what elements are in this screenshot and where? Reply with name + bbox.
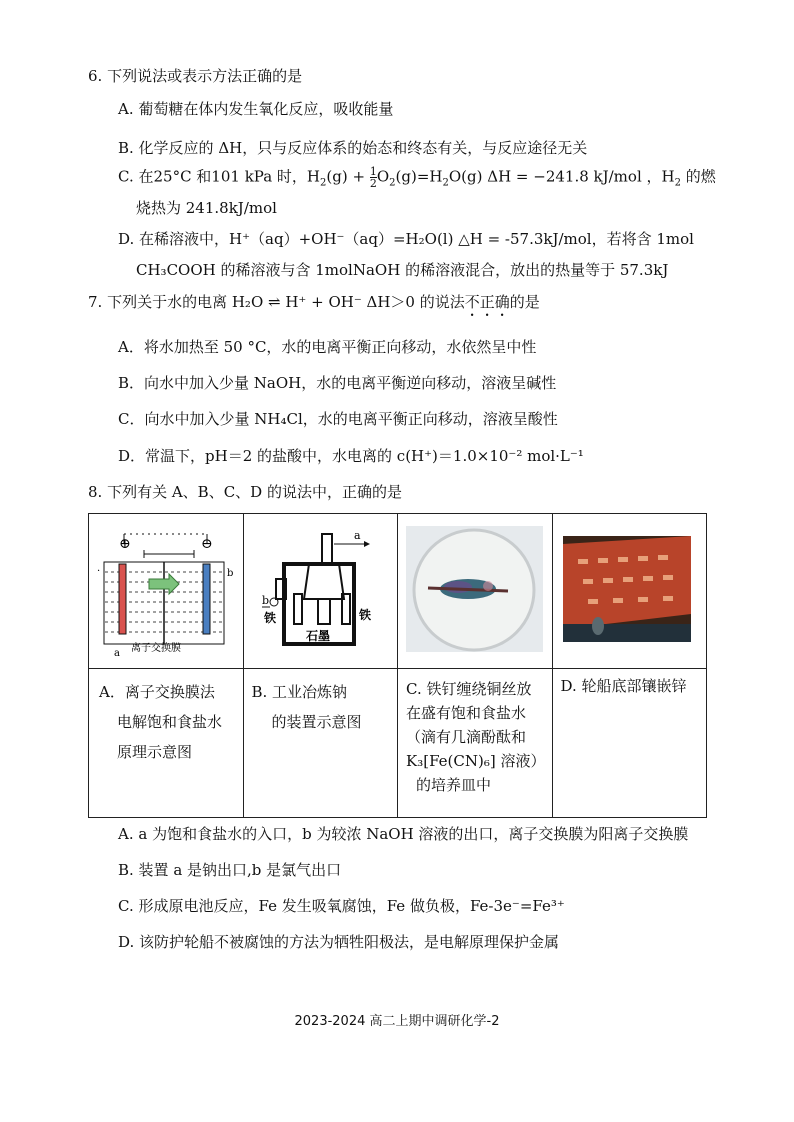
svg-text:a: a <box>353 529 361 542</box>
q6-option-b: B. 化学反应的 ΔH，只与反应体系的始态和终态有关，与反应途径无关 <box>118 139 588 157</box>
q6-option-a: A. 葡萄糖在体内发生氧化反应，吸收能量 <box>118 100 394 118</box>
q6-stem: 6. 下列说法或表示方法正确的是 <box>88 67 303 85</box>
ship-hull-photo <box>553 514 706 664</box>
q7-option-d: D．常温下，pH＝2 的盐酸中，水电离的 c(H⁺)＝1.0×10⁻² mol·L⁻¹ <box>118 447 584 465</box>
sodium-apparatus-diagram <box>244 514 397 664</box>
caption-c: C. 铁钉缠绕铜丝放 在盛有饱和食盐水 （滴有几滴酚酞和 K₃[Fe(CN)₆] 溶液） 的培养皿中 <box>398 669 553 818</box>
emphasis-not-correct: 不正确 <box>464 293 510 311</box>
svg-text:a: a <box>114 648 120 659</box>
svg-text:铁: 铁 <box>358 608 371 622</box>
q6-c-eq: (g) + <box>326 167 366 186</box>
q7-option-c: C．向水中加入少量 NH₄Cl，水的电离平衡正向移动，溶液呈酸性 <box>118 410 558 428</box>
q8-stem: 8. 下列有关 A、B、C、D 的说法中，正确的是 <box>88 483 402 501</box>
caption-d: D. 轮船底部镶嵌锌 <box>552 669 707 818</box>
plus-electrode-icon: ⊕ <box>119 536 131 552</box>
q7-option-b: B．向水中加入少量 NaOH，水的电离平衡逆向移动，溶液呈碱性 <box>118 374 557 392</box>
svg-text:b: b <box>227 568 234 579</box>
q6-option-c-cont: 烧热为 241.8kJ/mol <box>136 199 277 217</box>
figure-petri-dish <box>398 514 553 669</box>
q8-option-c: C. 形成原电池反应，Fe 发生吸氧腐蚀，Fe 做负极，Fe-3e⁻=Fe³⁺ <box>118 897 565 915</box>
electrolysis-diagram <box>89 514 242 664</box>
q7-option-a: A．将水加热至 50 °C，水的电离平衡正向移动，水依然呈中性 <box>118 338 537 356</box>
figure-ship-hull <box>552 514 707 669</box>
q8-option-a: A. a 为饱和食盐水的入口，b 为较浓 NaOH 溶液的出口，离子交换膜为阳离子交换膜 <box>118 825 689 843</box>
q7-stem: 7. 下列关于水的电离 H₂O ⇌ H⁺ + OH⁻ ΔH＞0 的说法不正确的是 <box>88 293 540 311</box>
caption-b: B. 工业冶炼钠 的装置示意图 <box>243 669 398 818</box>
svg-text:石墨: 石墨 <box>305 629 330 643</box>
figure-electrolysis-cell <box>89 514 244 669</box>
caption-a: A．离子交换膜法 电解饱和食盐水 原理示意图 <box>89 669 244 818</box>
q6-option-d-cont: CH₃COOH 的稀溶液与含 1molNaOH 的稀溶液混合，放出的热量等于 57.3kJ <box>136 261 669 279</box>
svg-text:铁: 铁 <box>263 611 276 625</box>
q8-option-b: B. 装置 a 是钠出口,b 是氯气出口 <box>118 861 342 879</box>
fraction: $\frac{1}{2}$ <box>369 165 377 190</box>
svg-text:离子交换膜: 离子交换膜 <box>131 643 181 654</box>
page-footer: 2023-2024 高二上期中调研化学-2 <box>294 1014 500 1029</box>
minus-electrode-icon: ⊖ <box>201 536 213 552</box>
q8-figure-table <box>88 513 707 818</box>
q6-c-text: C. 在25°C 和101 kPa 时，H <box>118 167 321 186</box>
q6-option-c: C. 在25°C 和101 kPa 时，$H_2(g)$ + $\frac{1}{2}$ $O_2(g)=H_2O(g) \Delta H = -241.8$ kJ/mol ，$H_2$ 的燃 <box>118 165 716 190</box>
q6-option-d: D. 在稀溶液中，H⁺（aq）+OH⁻（aq）=H₂O(l) △H = -57.3kJ/mol，若将含 1mol <box>118 230 694 248</box>
figure-sodium-smelting <box>243 514 398 669</box>
svg-text:b: b <box>261 594 269 607</box>
petri-dish-photo <box>398 514 551 664</box>
q8-option-d: D. 该防护轮船不被腐蚀的方法为牺牲阳极法，是电解原理保护金属 <box>118 933 560 951</box>
svg-text:·: · <box>97 566 101 577</box>
